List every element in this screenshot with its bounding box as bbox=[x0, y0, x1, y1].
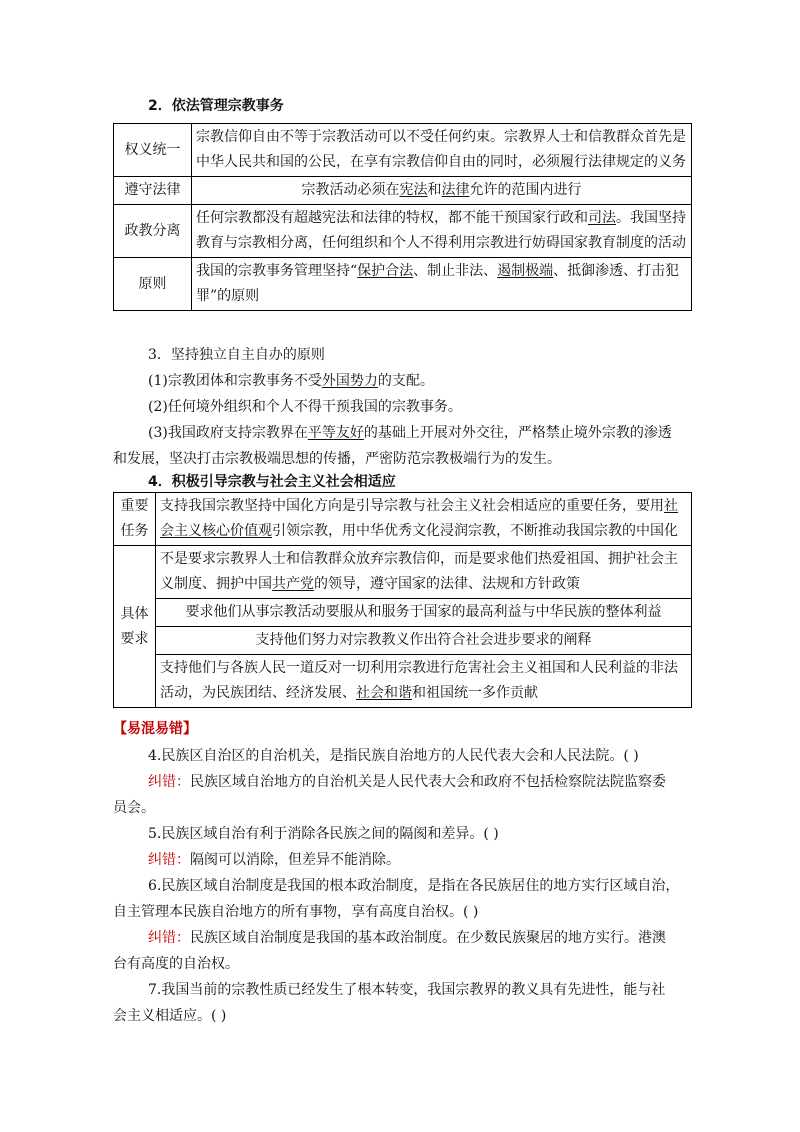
section3-heading: 3．坚持独立自主自办的原则 bbox=[148, 347, 325, 363]
text-segment: (1)宗教团体和宗教事务不受 bbox=[148, 373, 322, 389]
table-row bbox=[114, 493, 692, 546]
table-row bbox=[114, 655, 692, 708]
errors-heading: 【易混易错】 bbox=[113, 721, 197, 737]
text-segment: 要求他们从事宗教活动要服从和服务于国家的最高利益与中华民族的整体利益 bbox=[185, 604, 662, 620]
key-term: 遏制极端 bbox=[497, 263, 554, 279]
text-segment: 我国的宗教事务管理坚持“ bbox=[196, 263, 358, 279]
table-row bbox=[114, 205, 692, 258]
row-content bbox=[192, 205, 692, 258]
row-content bbox=[156, 655, 692, 708]
correction-5-line1: 纠错：隔阂可以消除，但差异不能消除。 bbox=[148, 852, 400, 868]
text-segment: 支持我国宗教坚持中国化方向是引导宗教与社会主义社会相适应的重要任务，要用 bbox=[160, 498, 664, 514]
row-label: 原则 bbox=[114, 258, 192, 311]
religious-affairs-table bbox=[113, 123, 692, 311]
correction-4-line1: 纠错：民族区域自治地方的自治机关是人民代表大会和政府不包括检察院法院监察委 bbox=[148, 774, 666, 790]
text-segment: (3)我国政府支持宗教界在 bbox=[148, 425, 308, 441]
question-7-line1: 7.我国当前的宗教性质已经发生了根本转变，我国宗教界的教义具有先进性，能与社 bbox=[148, 982, 666, 998]
correction-6-line1: 纠错：民族区域自治制度是我国的基本政治制度。在少数民族聚居的地方实行。港澳 bbox=[148, 930, 666, 946]
table-row bbox=[114, 627, 692, 655]
key-term: 保护合法 bbox=[357, 263, 414, 279]
correction-4-line2: 员会。 bbox=[113, 800, 155, 816]
row-content bbox=[156, 627, 692, 655]
section4-heading: 4．积极引导宗教与社会主义社会相适应 bbox=[148, 474, 396, 490]
row-content bbox=[156, 546, 692, 599]
text-segment: 、抵御渗透、打击犯罪”的原则 bbox=[196, 263, 680, 304]
text-segment: 宗教活动必须在 bbox=[301, 182, 400, 198]
correction-6-line2: 台有高度的自治权。 bbox=[113, 956, 239, 972]
section2-heading: 2．依法管理宗教事务 bbox=[148, 98, 284, 114]
text-segment: 和祖国统一多作贡献 bbox=[412, 685, 538, 701]
section3-point2: (2)任何境外组织和个人不得干预我国的宗教事务。 bbox=[148, 399, 462, 415]
row-content bbox=[156, 599, 692, 627]
text-segment: 和 bbox=[427, 182, 442, 198]
table-row bbox=[114, 546, 692, 599]
table-row bbox=[114, 177, 692, 205]
text-segment: 、制止非法、 bbox=[413, 263, 498, 279]
key-term: 平等友好 bbox=[307, 425, 364, 441]
key-term: 社会主义核心价值观 bbox=[160, 498, 678, 539]
row-label: 权义统一 bbox=[114, 124, 192, 177]
key-term: 宪法 bbox=[399, 182, 428, 198]
text-segment: 的基础上开展对外交往，严格禁止境外宗教的渗透 bbox=[363, 425, 672, 441]
text-segment: 的领导，遵守国家的法律、法规和方针政策 bbox=[314, 576, 580, 592]
text-segment: 任何宗教都没有超越宪法和法律的特权，都不能干预国家行政和 bbox=[196, 210, 588, 226]
correction-label: 纠错： bbox=[148, 852, 190, 868]
key-term: 法律 bbox=[441, 182, 470, 198]
section3-point1 bbox=[148, 369, 434, 393]
correction-label: 纠错： bbox=[148, 774, 190, 790]
key-term: 社会和谐 bbox=[356, 685, 412, 701]
row-label: 政教分离 bbox=[114, 205, 192, 258]
key-term: 共产党 bbox=[272, 576, 314, 592]
text-segment: 不是要求宗教界人士和信教群众放弃宗教信仰，而是要求他们热爱祖国、拥护社会主义制度、拥护中国 bbox=[160, 551, 678, 592]
table-row bbox=[114, 258, 692, 311]
row-content bbox=[192, 258, 692, 311]
row-label: 具体要求 bbox=[114, 546, 156, 708]
key-term: 司法 bbox=[588, 210, 616, 226]
question-5: 5.民族区域自治有利于消除各民族之间的隔阂和差异。( ) bbox=[148, 826, 499, 842]
question-7-line2: 会主义相适应。( ) bbox=[113, 1008, 227, 1024]
text-segment: 允许的范围内进行 bbox=[469, 182, 582, 198]
row-content bbox=[192, 124, 692, 177]
section3-point3-line1 bbox=[148, 421, 672, 445]
text-segment: 支持他们与各族人民一道反对一切利用宗教进行危害社会主义祖国和人民利益的非法活动，为民族团结、经济发展、 bbox=[160, 660, 678, 701]
key-term: 外国势力 bbox=[321, 373, 378, 389]
text-segment: 。我国坚持教育与宗教相分离，任何组织和个人不得利用宗教进行妨碍国家教育制度的活动 bbox=[196, 210, 686, 251]
question-6-line1: 6.民族区域自治制度是我国的根本政治制度，是指在各民族居住的地方实行区域自治， bbox=[148, 878, 680, 894]
table-row bbox=[114, 124, 692, 177]
correction-label: 纠错： bbox=[148, 930, 190, 946]
text-segment: 宗教信仰自由不等于宗教活动可以不受任何约束。宗教界人士和信教群众首先是中华人民共和国的公民，在享有宗教信仰自由的同时，必须履行法律规定的义务 bbox=[196, 129, 686, 170]
row-label: 重要任务 bbox=[114, 493, 156, 546]
text-segment: 引领宗教，用中华优秀文化浸润宗教，不断推动我国宗教的中国化 bbox=[272, 523, 678, 539]
question-6-line2: 自主管理本民族自治地方的所有事物，享有高度自治权。( ) bbox=[113, 904, 479, 920]
table-row bbox=[114, 599, 692, 627]
row-content bbox=[156, 493, 692, 546]
text-segment: 的支配。 bbox=[377, 373, 434, 389]
row-content bbox=[192, 177, 692, 205]
guidance-table bbox=[113, 492, 692, 708]
row-label: 遵守法律 bbox=[114, 177, 192, 205]
text-segment: 支持他们努力对宗教教义作出符合社会进步要求的阐释 bbox=[255, 632, 592, 648]
question-4: 4.民族区自治区的自治机关，是指民族自治地方的人民代表大会和人民法院。( ) bbox=[148, 748, 639, 764]
section3-point3-line2: 和发展，坚决打击宗教极端思想的传播，严密防范宗教极端行为的发生。 bbox=[113, 451, 561, 467]
